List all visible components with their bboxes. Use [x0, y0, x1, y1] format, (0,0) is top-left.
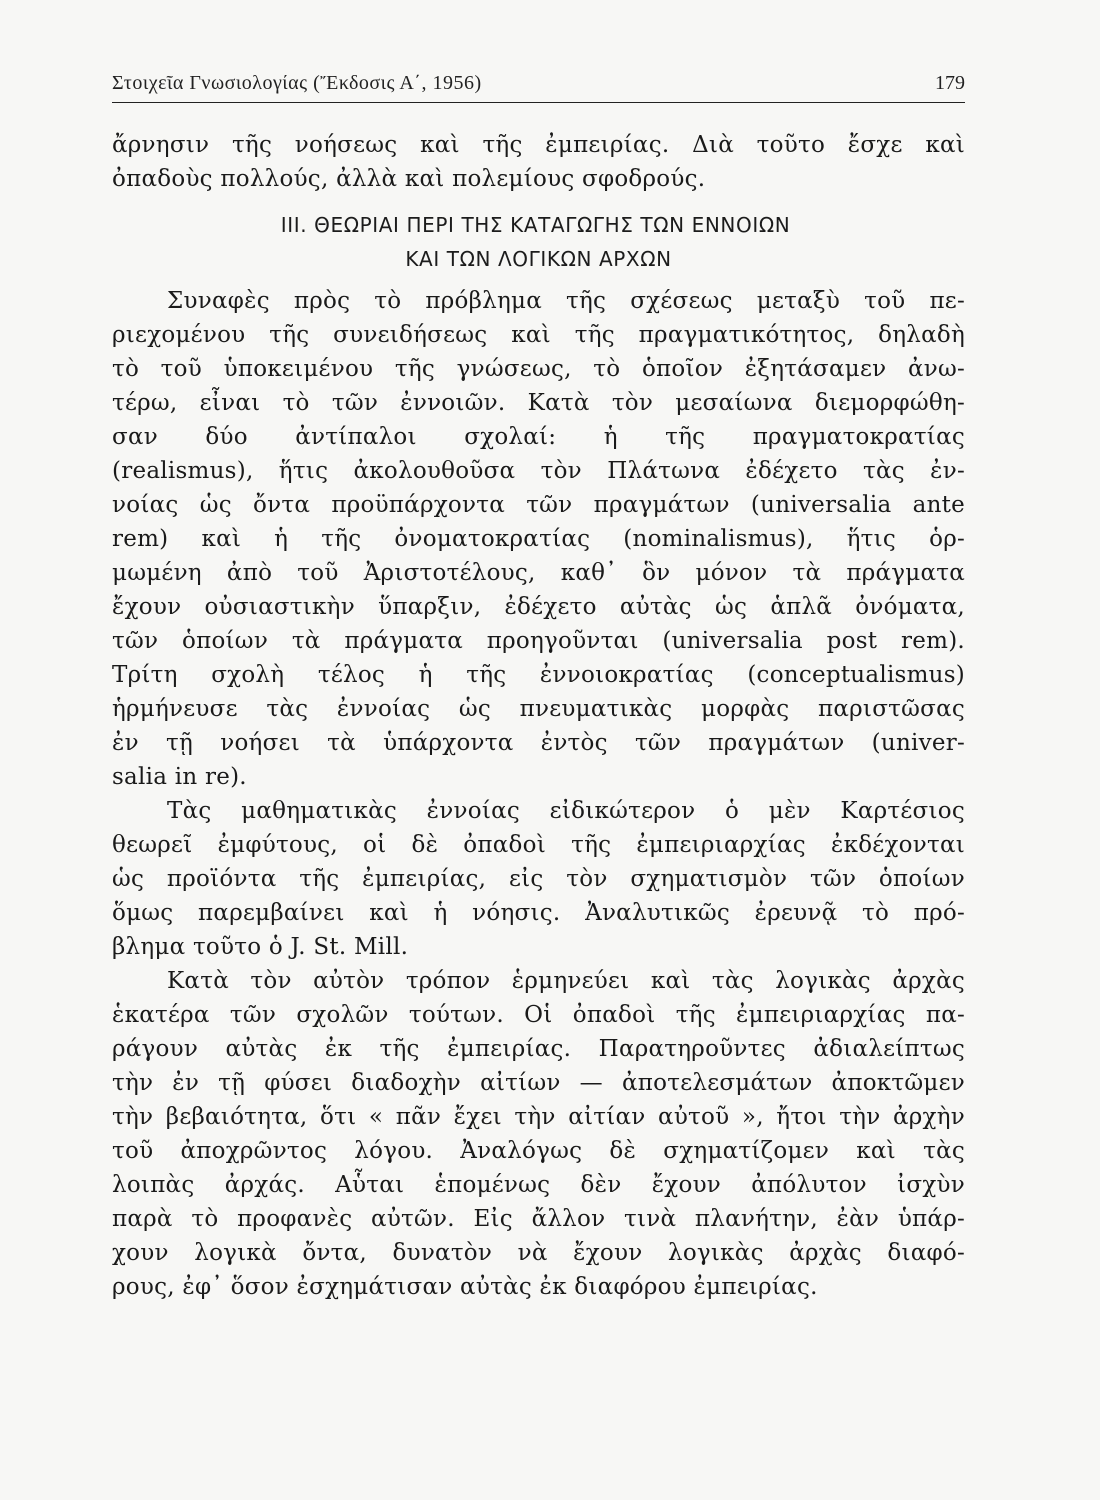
- text-line: ὅμως παρεμβαίνει καὶ ἡ νόησις. Ἀναλυτικῶς ἐρευνᾷ τὸ πρό-: [112, 900, 965, 926]
- text-line: salia in re).: [112, 764, 247, 790]
- text-line: ράγουν αὐτὰς ἐκ τῆς ἐμπειρίας. Παρατηροῦντες ἀδιαλείπτως: [112, 1036, 965, 1062]
- section-heading: [112, 208, 965, 276]
- text-line: μωμένη ἀπὸ τοῦ Ἀριστοτέλους, καθ᾽ ὃν μόνον τὰ πράγματα: [112, 560, 965, 586]
- text-line: ὡς προϊόντα τῆς ἐμπειρίας, εἰς τὸν σχηματισμὸν τῶν ὁποίων: [112, 866, 965, 892]
- text-line: Συναφὲς πρὸς τὸ πρόβλημα τῆς σχέσεως μεταξὺ τοῦ πε-: [167, 288, 965, 314]
- text-line: Κατὰ τὸν αὐτὸν τρόπον ἑρμηνεύει καὶ τὰς λογικὰς ἀρχὰς: [167, 968, 965, 994]
- text-line: παρὰ τὸ προφανὲς αὐτῶν. Εἰς ἄλλον τινὰ πλανήτην, ἐὰν ὑπάρ-: [112, 1206, 965, 1232]
- text-line: τὴν ἐν τῇ φύσει διαδοχὴν αἰτίων — ἀποτελεσμάτων ἀποκτῶμεν: [112, 1070, 965, 1096]
- text-line: νοίας ὡς ὄντα προϋπάρχοντα τῶν πραγμάτων (universalia ante: [112, 492, 965, 518]
- text-line: σαν δύο ἀντίπαλοι σχολαί: ἡ τῆς πραγματοκρατίας: [112, 424, 965, 450]
- text-line: λοιπὰς ἀρχάς. Αὗται ἑπομένως δὲν ἔχουν ἀπόλυτον ἰσχὺν: [112, 1172, 965, 1198]
- running-title: Στοιχεῖα Γνωσιολογίας (Ἔκδοσις Α΄, 1956): [112, 72, 482, 94]
- text-line: τῶν ὁποίων τὰ πράγματα προηγοῦνται (universalia post rem).: [112, 628, 965, 654]
- paragraph-intro: [112, 128, 965, 196]
- text-line: Τὰς μαθηματικὰς ἐννοίας εἰδικώτερον ὁ μὲν Καρτέσιος: [167, 798, 965, 824]
- text-line: ἑκατέρα τῶν σχολῶν τούτων. Οἱ ὀπαδοὶ τῆς ἐμπειριαρχίας πα-: [112, 1002, 965, 1028]
- text-line: τοῦ ἀποχρῶντος λόγου. Ἀναλόγως δὲ σχηματίζομεν καὶ τὰς: [112, 1138, 965, 1164]
- text-line: τὸ τοῦ ὑποκειμένου τῆς γνώσεως, τὸ ὁποῖον ἐξητάσαμεν ἀνω-: [112, 356, 965, 382]
- text-line: ἐν τῇ νοήσει τὰ ὑπάρχοντα ἐντὸς τῶν πραγμάτων (univer-: [112, 730, 965, 756]
- text-line: βλημα τοῦτο ὁ J. St. Mill.: [112, 934, 409, 960]
- text-line: ἔχουν οὐσιαστικὴν ὕπαρξιν, ἐδέχετο αὐτὰς ὡς ἁπλᾶ ὀνόματα,: [112, 594, 965, 620]
- body-text: [112, 128, 965, 1304]
- text-line: ὀπαδοὺς πολλούς, ἀλλὰ καὶ πολεμίους σφοδρούς.: [112, 166, 706, 192]
- text-line: χουν λογικὰ ὄντα, δυνατὸν νὰ ἔχουν λογικὰς ἀρχὰς διαφό-: [112, 1240, 965, 1266]
- section-heading-line-2: ΚΑΙ ΤΩΝ ΛΟΓΙΚΩΝ ΑΡΧΩΝ: [405, 247, 672, 271]
- text-line: ριεχομένου τῆς συνειδήσεως καὶ τῆς πραγματικότητος, δηλαδὴ: [112, 322, 965, 348]
- paragraph-1: [112, 284, 965, 794]
- text-line: rem) καὶ ἡ τῆς ὀνοματοκρατίας (nominalismus), ἥτις ὁρ-: [112, 526, 965, 552]
- paragraph-2: [112, 794, 965, 964]
- text-line: Τρίτη σχολὴ τέλος ἡ τῆς ἐννοιοκρατίας (conceptualismus): [112, 662, 965, 688]
- paragraph-3: [112, 964, 965, 1304]
- running-header: [112, 72, 965, 103]
- text-line: ἄρνησιν τῆς νοήσεως καὶ τῆς ἐμπειρίας. Διὰ τοῦτο ἔσχε καὶ: [112, 132, 965, 158]
- text-line: τὴν βεβαιότητα, ὅτι « πᾶν ἔχει τὴν αἰτίαν αὐτοῦ », ἤτοι τὴν ἀρχὴν: [112, 1104, 965, 1130]
- text-line: τέρω, εἶναι τὸ τῶν ἐννοιῶν. Κατὰ τὸν μεσαίωνα διεμορφώθη-: [112, 390, 965, 416]
- text-line: ρους, ἐφ᾽ ὅσον ἐσχημάτισαν αὐτὰς ἐκ διαφόρου ἐμπειρίας.: [112, 1274, 818, 1300]
- text-line: (realismus), ἥτις ἀκολουθοῦσα τὸν Πλάτωνα ἐδέχετο τὰς ἐν-: [112, 458, 965, 484]
- page-number: 179: [935, 72, 965, 94]
- text-line: θεωρεῖ ἐμφύτους, οἱ δὲ ὀπαδοὶ τῆς ἐμπειριαρχίας ἐκδέχονται: [112, 832, 965, 858]
- text-line: ἡρμήνευσε τὰς ἐννοίας ὡς πνευματικὰς μορφὰς παριστῶσας: [112, 696, 965, 722]
- section-heading-line-1: ΙΙΙ. ΘΕΩΡΙΑΙ ΠΕΡΙ ΤΗΣ ΚΑΤΑΓΩΓΗΣ ΤΩΝ ΕΝΝΟΙΩΝ: [280, 213, 791, 237]
